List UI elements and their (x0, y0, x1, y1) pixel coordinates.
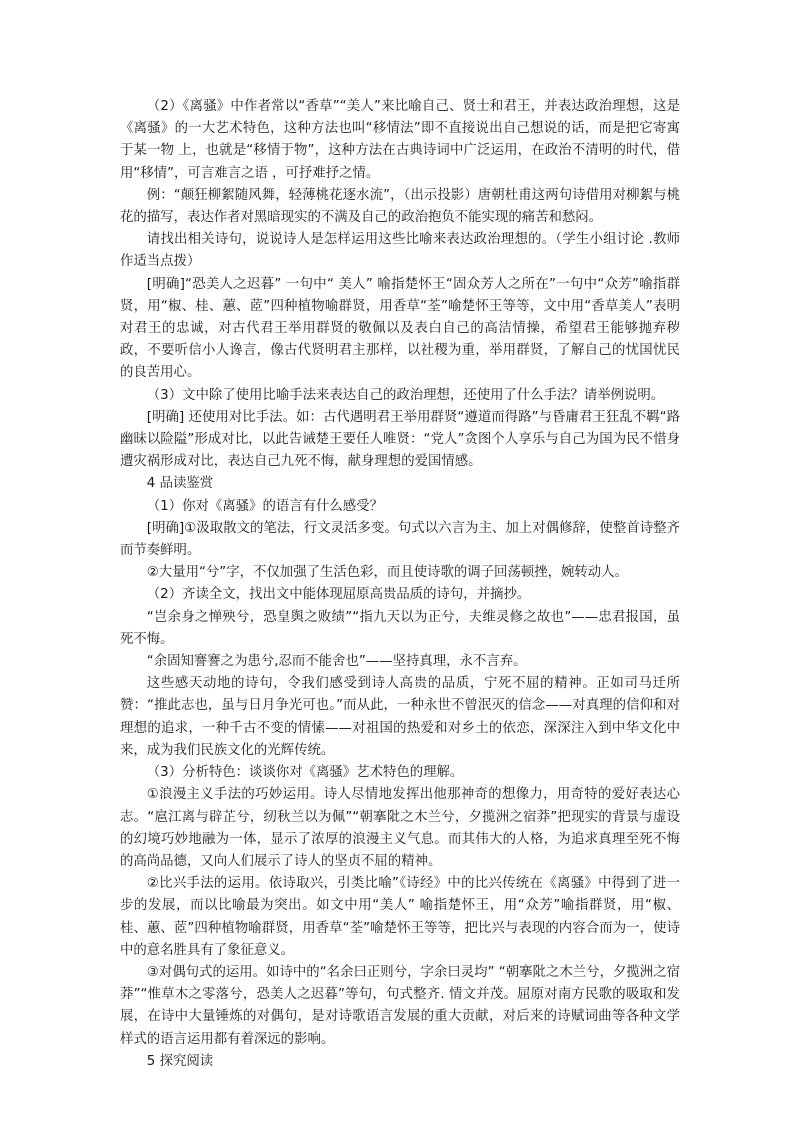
paragraph-feature-bixing: ②比兴手法的运用。依诗取兴，引类比喻”《诗经》中的比兴传统在《离骚》中得到了进一步的发展，而以比喻最为突出。如文中用“美人” 喻指楚怀王，用“众芳”喻指群贤，用“椒、桂、蕙、茝”四种植物喻群贤，用香草“荃”喻楚怀王等等，把比兴与表现的内容合而为一，使诗中的意名胜具有了象征意义。 (120, 876, 680, 958)
paragraph-quote-loyalty: “岂余身之惮殃兮，恐皇舆之败绩”“指九天以为正兮，夫维灵修之故也”——忠君报国，虽死不悔。 (120, 609, 680, 647)
section-heading-appreciation: 4 品读鉴赏 (146, 476, 214, 492)
paragraph-spirit-commentary: 这些感天动地的诗句，令我们感受到诗人高贵的品质，宁死不屈的精神。正如司马迁所赞：“推此志也，虽与日月争光可也。”而从此，一种永世不曾泯灭的信念——对真理的信仰和对理想的追求，一种千古不变的情愫——对祖国的热爱和对乡土的依恋，深深注入到中华文化中来，成为我们民族文化的光辉传统。 (120, 676, 680, 758)
paragraph-answer-contrast: [明确] 还使用对比手法。如：古代遇明君王举用群贤“遵道而得路”与昏庸君王狂乱不羁“路幽昧以险隘”形成对比，以此告诫楚王要任人唯贤：“党人”贪图个人享乐与自己为国为民不惜身遭灾祸形成对比，表达自己九死不悔，献身理想的爱国情感。 (120, 409, 680, 470)
paragraph-task-read-aloud: （2）齐读全文，找出文中能体现屈原高贵品质的诗句，并摘抄。 (146, 587, 531, 603)
paragraph-answer-language-1: [明确]①汲取散文的笔法，行文灵活多变。句式以六言为主、加上对偶修辞，使整首诗整齐而节奏鲜明。 (120, 520, 680, 559)
paragraph-xiangcao-meiren: （2）《离骚》中作者常以“香草”“美人”来比喻自己、贤士和君王，并表达政治理想，这是《离骚》的一大艺术特色，这种方法也叫“移情法”即不直接说出自己想说的话，而是把它寄寓于某一物 上，也就是“移情于物”，这种方法在古典诗词中广泛运用，在政治不清明的时代，借用“移情”，可言难言之语 ，可抒难抒之情。 (120, 99, 680, 181)
paragraph-example-dufu: 例：“颠狂柳絮随风舞，轻薄桃花逐水流”，（出示投影）唐朝杜甫这两句诗借用对柳絮与桃花的描写，表达作者对黑暗现实的不满及自己的政治抱负不能实现的痛苦和愁闷。 (120, 187, 680, 226)
paragraph-find-verses-prompt: 请找出相关诗句，说说诗人是怎样运用这些比喻来表达政治理想的。（学生小组讨论 .教师作适当点拨） (120, 232, 680, 270)
paragraph-answer-metaphor: [明确]“恐美人之迟暮” 一句中“ 美人” 喻指楚怀王“固众芳人之所在”一句中“众芳”喻指群贤，用“椒、桂、蕙、茝”四种植物喻群贤，用香草“荃”喻楚怀王等等，文中用“香草美人”表明对君王的忠诚，对古代君王举用群贤的敬佩以及表白自己的高洁情操，希望君王能够抛弃秽政，不要听信小人谗言，像古代贤明君主那样，以社稷为重，举用群贤，了解自己的忧国忧民的良苦用心。 (120, 276, 680, 381)
paragraph-feature-romanticism: ①浪漫主义手法的巧妙运用。诗人尽情地发挥出他那神奇的想像力，用奇特的爱好表达心志。“扈江离与辟芷兮，纫秋兰以为佩”“朝搴阰之木兰兮，夕揽洲之宿莽”把现实的背景与虚设的幻境巧妙地融为一体，显示了浓厚的浪漫主义气息。而其伟大的人格，为追求真理至死不悔的高尚品德，又向人们展示了诗人的坚贞不屈的精神。 (120, 787, 680, 869)
paragraph-answer-language-2: ②大量用“兮”字，不仅加强了生活色彩，而且使诗歌的调子回荡顿挫，婉转动人。 (146, 565, 628, 581)
document-body (120, 96, 680, 1073)
paragraph-question-language: （1）你对《离骚》的语言有什么感受？ (146, 498, 383, 514)
paragraph-question-3: （3）文中除了使用比喻手法来表达自己的政治理想，还使用了什么手法？请举例说明。 (146, 387, 665, 403)
paragraph-feature-duiou: ③对偶句式的运用。如诗中的“名余曰正则兮，字余曰灵均” “朝搴阰之木兰兮，夕揽洲之宿莽”“惟草木之零落兮，恐美人之迟暮”等句，句式整齐. 情文并茂。屈原对南方民歌的吸取和发展，在诗中大量锤炼的对偶句，是对诗歌语言发展的重大贡献，对后来的诗赋词曲等各种文学样式的语言运用都有着深远的影响。 (120, 964, 680, 1047)
paragraph-quote-truth: “余固知謇謇之为患兮,忍而不能舍也”——坚持真理，永不言弃。 (146, 654, 527, 670)
section-heading-exploration: 5 探究阅读 (146, 1053, 214, 1069)
paragraph-question-features: （3）分析特色：谈谈你对《离骚》艺术特色的理解。 (146, 765, 464, 781)
